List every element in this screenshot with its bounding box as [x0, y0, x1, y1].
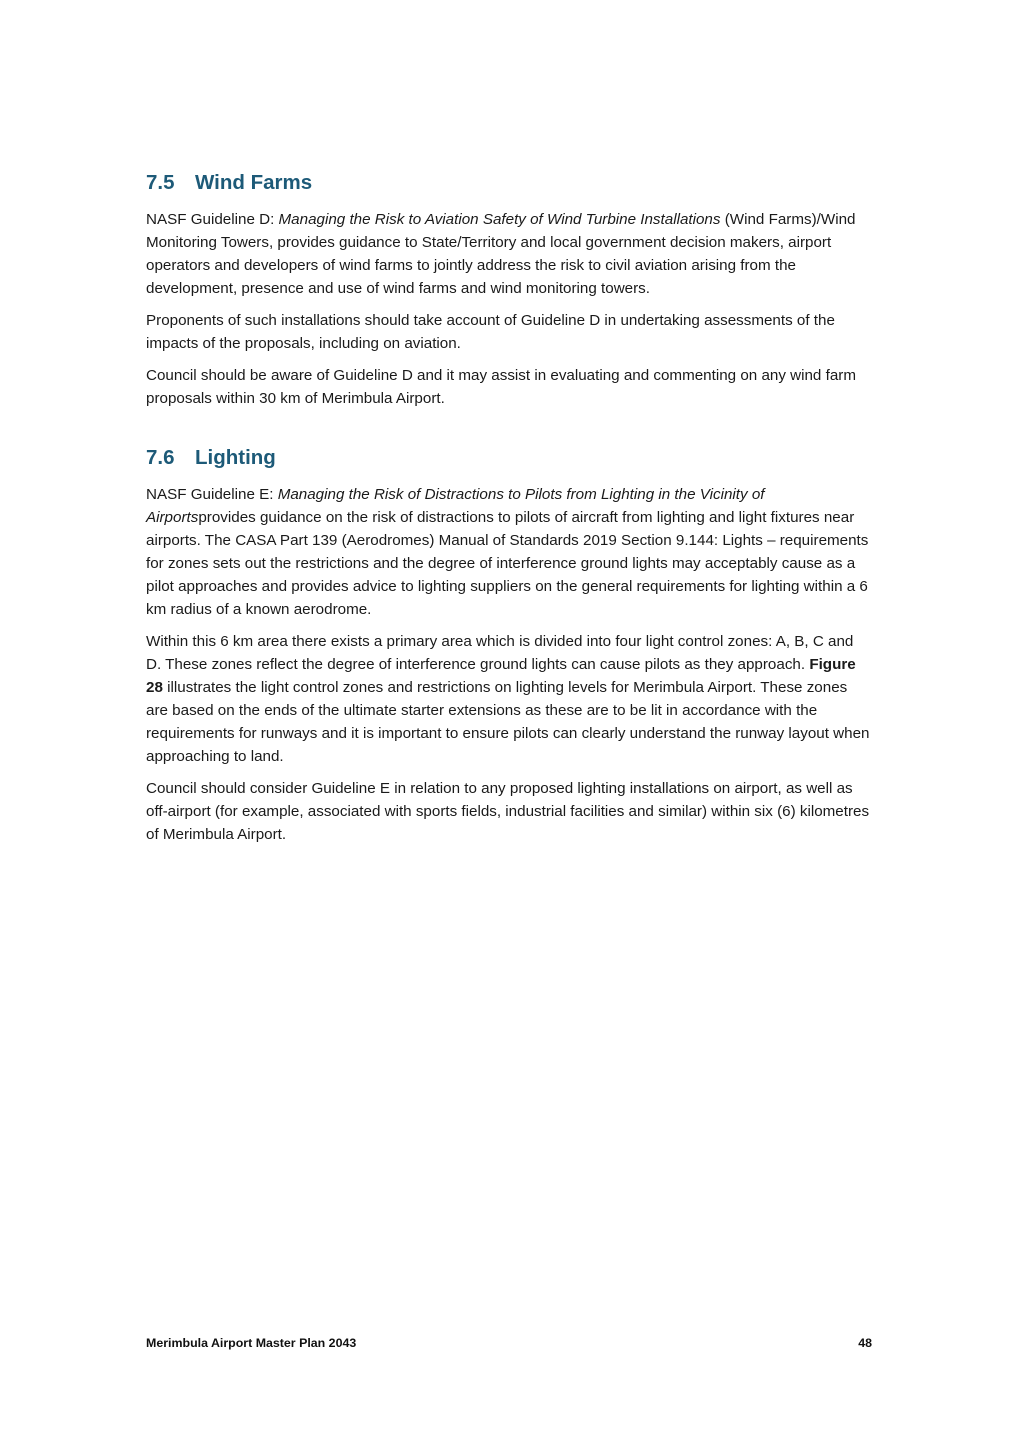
guideline-lead: NASF Guideline D: [146, 211, 279, 228]
guideline-title: Managing the Risk to Aviation Safety of Wind Turbine Installations [278, 211, 721, 228]
footer-page-number: 48 [858, 1336, 872, 1350]
section-heading-wind-farms [146, 168, 872, 198]
paragraph-text: illustrates the light control zones and restrictions on lighting levels for Merimbula Airport. These zones are based on the ends of the ultimate starter extensions as these are to be lit in accordance with the requirements for runways and it is important to ensure pilots can clearly understand the runway layout when approaching to land. [146, 679, 870, 765]
section-heading-lighting [146, 443, 872, 473]
lighting-paragraph-2 [146, 630, 872, 768]
footer-document-title: Merimbula Airport Master Plan 2043 [146, 1336, 357, 1350]
figure-reference: Figure 28 [146, 656, 856, 696]
paragraph-text: Within this 6 km area there exists a primary area which is divided into four light control zones: A, B, C and D. These zones reflect the degree of interference ground lights can cause pilots as they approach. [146, 633, 854, 673]
section-gap [146, 419, 872, 443]
section-title: Lighting [195, 446, 276, 469]
guideline-lead: NASF Guideline E: [146, 486, 278, 503]
section-number: 7.5 [146, 171, 175, 194]
wind-farms-paragraph-2: Proponents of such installations should take account of Guideline D in undertaking assessments of the impacts of the proposals, including on aviation. [146, 312, 835, 352]
wind-farms-paragraph-3: Council should be aware of Guideline D and it may assist in evaluating and commenting on any wind farm proposals within 30 km of Merimbula Airport. [146, 367, 856, 407]
paragraph-text: (Wind Farms)/Wind Monitoring Towers, provides guidance to State/Territory and local government decision makers, airport operators and developers of wind farms to jointly address the risk to civil aviation arising from the development, presence and use of wind farms and wind monitoring towers. [146, 211, 856, 297]
paragraph-text: provides guidance on the risk of distractions to pilots of aircraft from lighting and light fixtures near airports. The CASA Part 139 (Aerodromes) Manual of Standards 2019 Section 9.144: Lights – requirements for zones sets out the restrictions and the degree of interference ground lights may acceptably cause as a pilot approaches and provides advice to lighting suppliers on the general requirements for lighting within a 6 km radius of a known aerodrome. [146, 509, 869, 618]
lighting-paragraph-3: Council should consider Guideline E in relation to any proposed lighting installations on airport, as well as off-airport (for example, associated with sports fields, industrial facilities and similar) within six (6) kilometres of Merimbula Airport. [146, 780, 870, 843]
section-number: 7.6 [146, 446, 175, 469]
wind-farms-paragraph-1 [146, 208, 872, 300]
page-content [146, 168, 872, 855]
page-footer [146, 1336, 872, 1350]
section-title: Wind Farms [195, 171, 313, 194]
guideline-title: Managing the Risk of Distractions to Pilots from Lighting in the Vicinity of Airports [146, 486, 765, 526]
lighting-paragraph-1 [146, 483, 872, 621]
